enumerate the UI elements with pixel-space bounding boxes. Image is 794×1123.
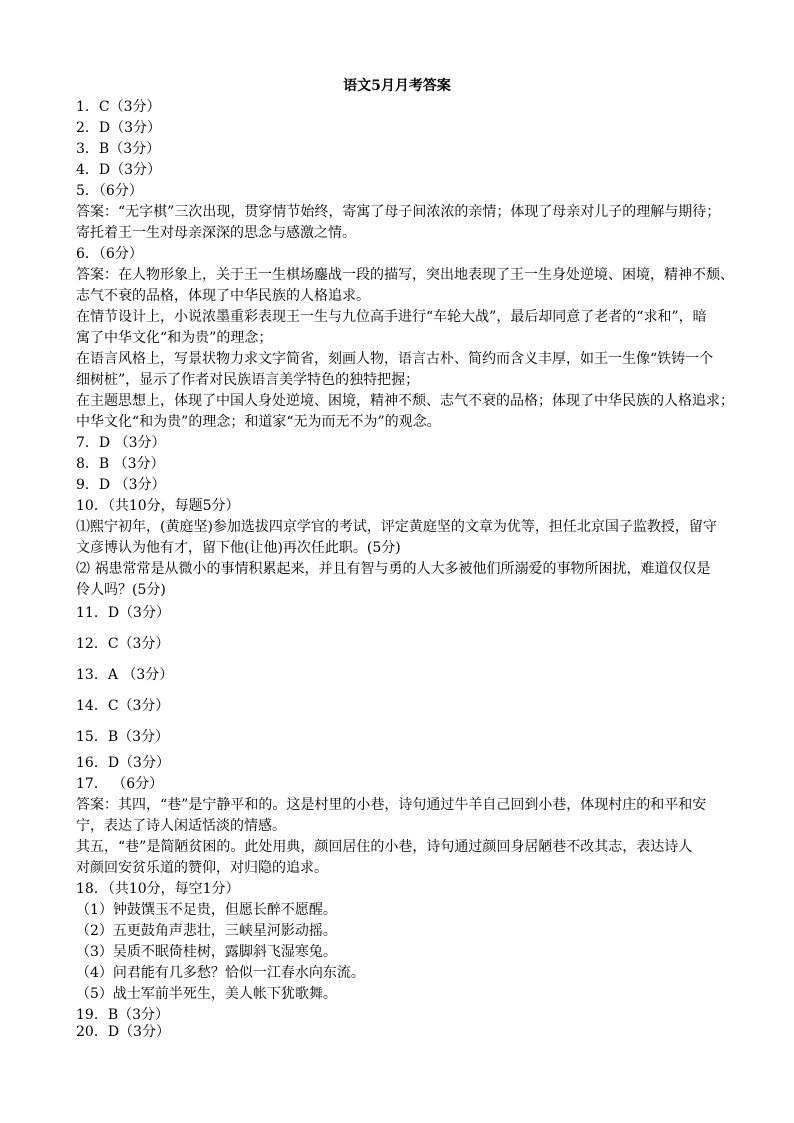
answer-line: （3）吴质不眠倚桂树，露脚斜飞湿寒兔。 [76, 944, 337, 960]
answer-line: 14．C（3分） [76, 698, 170, 714]
answer-line: 19．B（3分） [76, 1007, 170, 1023]
answer-line: 对颜回安贫乐道的赞仰，对归隐的追求。 [76, 860, 328, 876]
answer-line: 细树桩”，显示了作者对民族语言美学特色的独特把握； [76, 372, 420, 388]
answer-line: 在语言风格上，写景状物力求文字简省，刻画人物，语言古朴、简约而含义丰厚，如王一生像“铁铸一个 [76, 351, 714, 367]
answer-line: 17． （6分） [76, 776, 164, 792]
answer-line: 10．（共10分，每题5分） [76, 498, 240, 514]
answer-line: ⑵ 祸患常常是从微小的事情积累起来，并且有智与勇的人大多被他们所溺爱的事物所困扰，难道仅仅是 [76, 561, 711, 577]
answer-line: 志气不衰的品格，体现了中华民族的人格追求。 [76, 288, 370, 304]
answer-line: 6．（6分） [76, 246, 143, 262]
document-title: 语文5月月考答案 [343, 78, 451, 94]
answer-line: 答案：在人物形象上，关于王一生棋场鏖战一段的描写，突出地表现了王一生身处逆境、困境，精神不颓、 [76, 267, 734, 283]
answer-line: 寓了中华文化“和为贵”的理念； [76, 330, 273, 346]
answer-line: （1）钟鼓馔玉不足贵，但愿长醉不愿醒。 [76, 902, 337, 918]
answer-line: ⑴熙宁初年，(黄庭坚)参加选拔四京学官的考试，评定黄庭坚的文章为优等，担任北京国子监教授，留守 [76, 519, 717, 535]
answer-line: 18．（共10分，每空1分） [76, 881, 240, 897]
answer-line: 16．D（3分） [76, 755, 170, 771]
answer-line: 15．B（3分） [76, 729, 170, 745]
answer-line: 8．B （3分） [76, 456, 165, 472]
answer-line: 5．（6分） [76, 183, 143, 199]
answer-line: 12．C（3分） [76, 636, 170, 652]
answer-line: 20．D（3分） [76, 1024, 170, 1040]
answer-line: 9．D （3分） [76, 477, 166, 493]
answer-line: 伶人吗？(5分) [76, 582, 166, 598]
answer-line: 3．B（3分） [76, 141, 161, 157]
answer-line: （5）战士军前半死生，美人帐下犹歌舞。 [76, 986, 337, 1002]
answer-line: 4．D（3分） [76, 162, 162, 178]
answer-line: 13．A （3分） [76, 667, 174, 683]
answer-line: 文彦博认为他有才，留下他(让他)再次任此职。(5分) [76, 540, 401, 556]
answer-line: 寄托着王一生对母亲深深的思念与感激之情。 [76, 225, 356, 241]
answer-line: 答案：其四，“巷”是宁静平和的。这是村里的小巷，诗句通过牛羊自己回到小巷，体现村庄的和平和安 [76, 797, 707, 813]
answer-line: 其五，“巷”是简陋贫困的。此处用典，颜回居住的小巷，诗句通过颜回身居陋巷不改其志，表达诗人 [76, 839, 693, 855]
answer-line: （4）问君能有几多愁？恰似一江春水向东流。 [76, 965, 365, 981]
answer-line: 11．D（3分） [76, 605, 170, 621]
answer-line: 答案：“无字棋”三次出现，贯穿情节始终，寄寓了母子间浓浓的亲情；体现了母亲对儿子的理解与期待； [76, 204, 721, 220]
answer-line: 2．D（3分） [76, 120, 162, 136]
answer-line: 在情节设计上，小说浓墨重彩表现王一生与九位高手进行“车轮大战”，最后却同意了老者的“求和”，暗 [76, 309, 707, 325]
answer-line: 在主题思想上，体现了中国人身处逆境、困境，精神不颓、志气不衰的品格；体现了中华民族的人格追求； [76, 393, 734, 409]
answer-line: 中华文化“和为贵”的理念；和道家“无为而无不为”的观念。 [76, 414, 441, 430]
answer-line: 1．C（3分） [76, 99, 161, 115]
answer-line: （2）五更鼓角声悲壮，三峡星河影动摇。 [76, 923, 337, 939]
answer-line: 宁，表达了诗人闲适恬淡的情感。 [76, 818, 286, 834]
answer-line: 7．D （3分） [76, 435, 166, 451]
